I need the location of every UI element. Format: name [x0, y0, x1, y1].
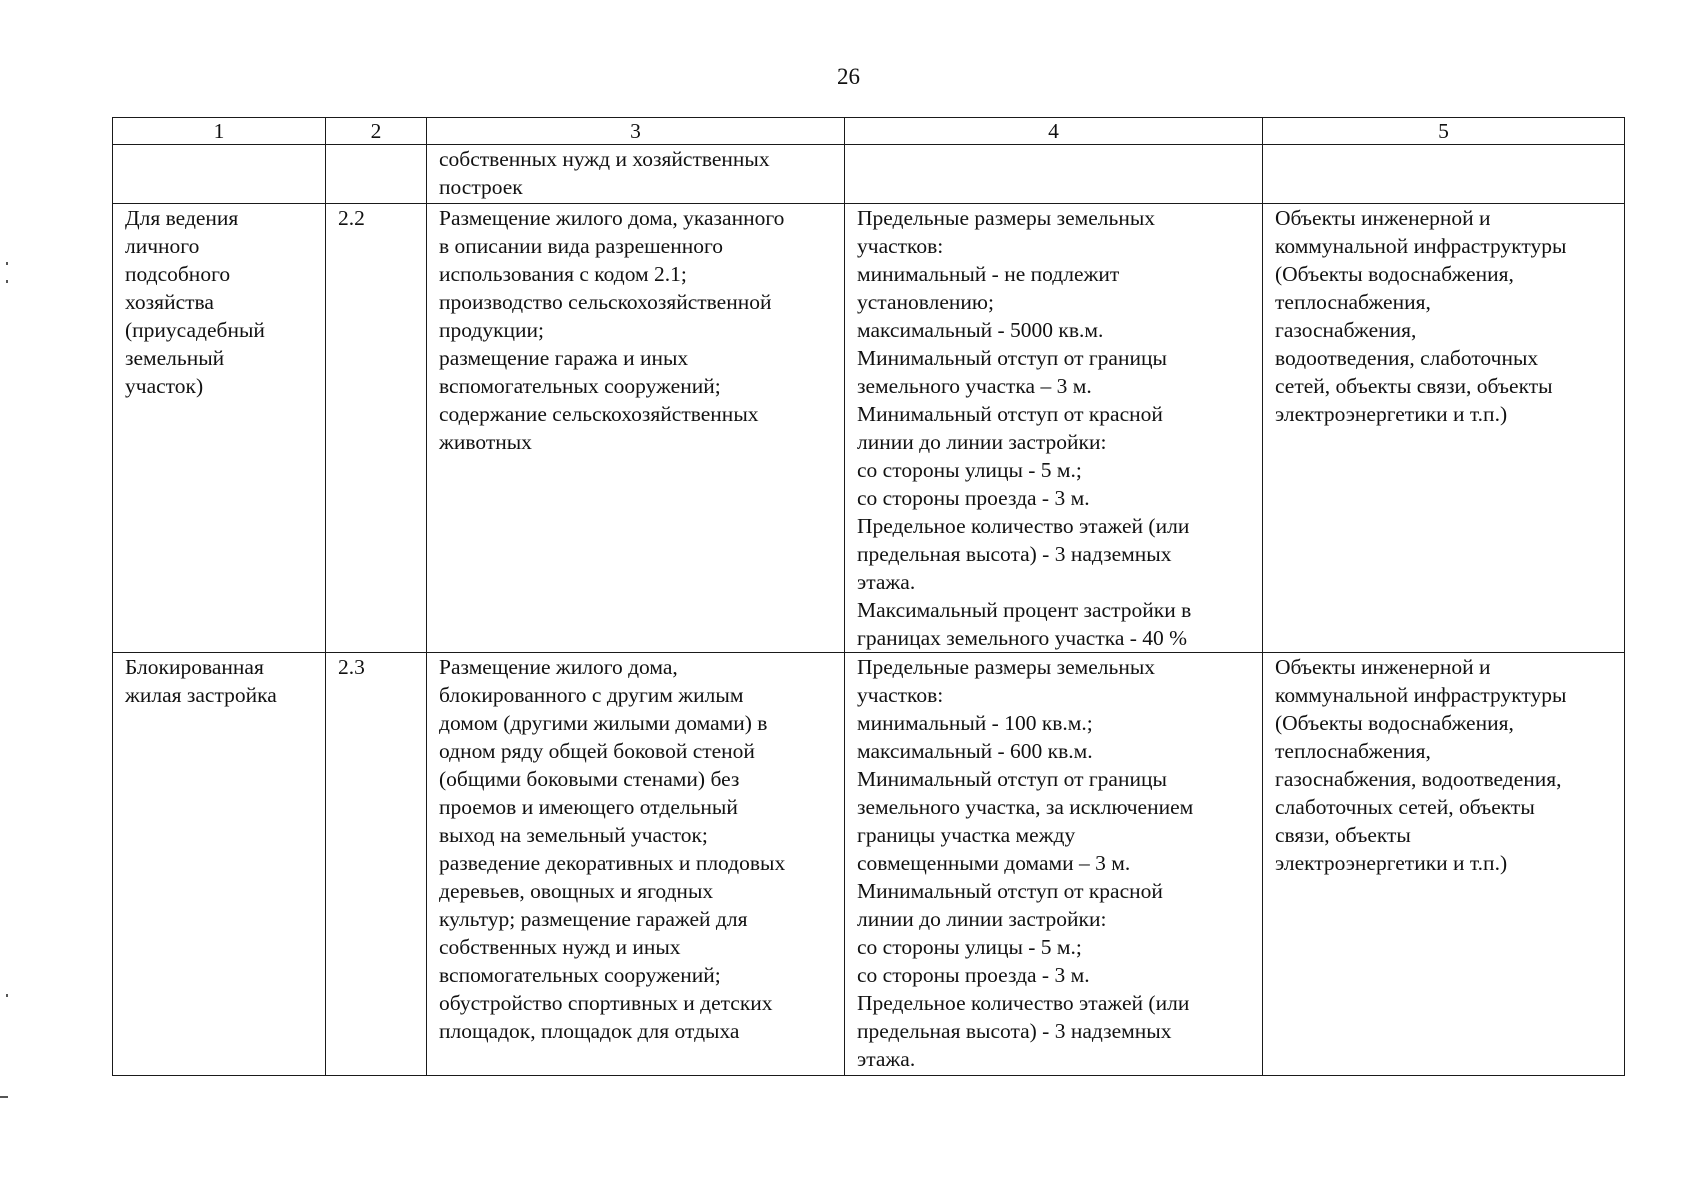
text-line: линии до линии застройки: — [857, 907, 1107, 931]
text-line: теплоснабжения, — [1275, 739, 1431, 763]
text-line: жилая застройка — [125, 683, 277, 707]
column-header: 3 — [427, 118, 845, 145]
text-line: Размещение жилого дома, — [439, 655, 678, 679]
text-line: со стороны улицы - 5 м.; — [857, 458, 1082, 482]
text-line: теплоснабжения, — [1275, 290, 1431, 314]
text-line: максимальный - 5000 кв.м. — [857, 318, 1104, 342]
text-line: собственных нужд и иных — [439, 935, 681, 959]
cell-parameters — [845, 204, 1263, 653]
text-line: Предельные размеры земельных — [857, 206, 1156, 230]
text-line: содержание сельскохозяйственных — [439, 402, 759, 426]
text-line: Объекты инженерной и — [1275, 655, 1491, 679]
column-header: 2 — [326, 118, 427, 145]
column-header: 1 — [113, 118, 326, 145]
cell-parameters — [845, 145, 1263, 204]
text-line: Минимальный отступ от границы — [857, 346, 1167, 370]
text-line: в описании вида разрешенного — [439, 234, 724, 258]
text-line: вспомогательных сооружений; — [439, 963, 721, 987]
text-line: линии до линии застройки: — [857, 430, 1107, 454]
text-line: минимальный - не подлежит — [857, 262, 1120, 286]
text-line: коммунальной инфраструктуры — [1275, 234, 1567, 258]
text-line: вспомогательных сооружений; — [439, 374, 721, 398]
text-line: участков: — [857, 683, 944, 707]
text-line: Размещение жилого дома, указанного — [439, 206, 785, 230]
text-line: деревьев, овощных и ягодных — [439, 879, 714, 903]
text-line: использования с кодом 2.1; — [439, 262, 687, 286]
text-line: этажа. — [857, 1047, 916, 1071]
table-row-2-3 — [113, 653, 1625, 1076]
text-line: земельного участка, за исключением — [857, 795, 1194, 819]
cell-parameters — [845, 653, 1263, 1076]
text-line: разведение декоративных и плодовых — [439, 851, 786, 875]
text-line: хозяйства — [125, 290, 214, 314]
text-line: сетей, объекты связи, объекты — [1275, 374, 1553, 398]
text-line: предельная высота) - 3 надземных — [857, 1019, 1172, 1043]
text-line: границах земельного участка - 40 % — [857, 626, 1188, 650]
text-line: участков: — [857, 234, 944, 258]
table-row-2-2 — [113, 204, 1625, 653]
text-line: (Объекты водоснабжения, — [1275, 711, 1514, 735]
text-line: со стороны проезда - 3 м. — [857, 963, 1090, 987]
cell-description — [427, 204, 845, 653]
text-line: Максимальный процент застройки в — [857, 598, 1192, 622]
text-line: блокированного с другим жилым — [439, 683, 744, 707]
cell-code: 2.3 — [326, 653, 427, 1076]
text-line: со стороны улицы - 5 м.; — [857, 935, 1082, 959]
text-line: Предельное количество этажей (или — [857, 991, 1190, 1015]
column-header: 4 — [845, 118, 1263, 145]
table-row-continuation — [113, 145, 1625, 204]
page-number: 26 — [837, 64, 860, 89]
text-line: участок) — [125, 374, 204, 398]
text-line: коммунальной инфраструктуры — [1275, 683, 1567, 707]
text-line: Предельное количество этажей (или — [857, 514, 1190, 538]
text-line: Блокированная — [125, 655, 264, 679]
text-line: построек — [439, 175, 523, 199]
scan-mark — [6, 280, 8, 283]
cell-infrastructure — [1263, 145, 1625, 204]
cell-description — [427, 653, 845, 1076]
cell-infrastructure — [1263, 653, 1625, 1076]
scan-mark — [0, 1096, 8, 1098]
text-line: продукции; — [439, 318, 545, 342]
text-line: (общими боковыми стенами) без — [439, 767, 740, 791]
text-line: Минимальный отступ от границы — [857, 767, 1167, 791]
text-line: установлению; — [857, 290, 994, 314]
text-line: Предельные размеры земельных — [857, 655, 1156, 679]
text-line: связи, объекты — [1275, 823, 1411, 847]
scan-mark — [6, 994, 8, 997]
cell-code: 2.2 — [326, 204, 427, 653]
text-line: одном ряду общей боковой стеной — [439, 739, 755, 763]
text-line: личного — [125, 234, 200, 258]
column-number-row — [113, 118, 1625, 145]
text-line: максимальный - 600 кв.м. — [857, 739, 1093, 763]
text-line: газоснабжения, водоотведения, — [1275, 767, 1562, 791]
cell-name — [113, 145, 326, 204]
text-line: собственных нужд и хозяйственных — [439, 147, 770, 171]
cell-name — [113, 204, 326, 653]
text-line: (приусадебный — [125, 318, 265, 342]
text-line: минимальный - 100 кв.м.; — [857, 711, 1093, 735]
text-line: подсобного — [125, 262, 231, 286]
text-line: Минимальный отступ от красной — [857, 402, 1163, 426]
text-line: этажа. — [857, 570, 916, 594]
text-line: электроэнергетики и т.п.) — [1275, 402, 1508, 426]
text-line: домом (другими жилыми домами) в — [439, 711, 768, 735]
text-line: земельный — [125, 346, 225, 370]
cell-code — [326, 145, 427, 204]
text-line: размещение гаража и иных — [439, 346, 689, 370]
text-line: (Объекты водоснабжения, — [1275, 262, 1514, 286]
land-use-table — [112, 117, 1625, 1076]
text-line: площадок, площадок для отдыха — [439, 1019, 740, 1043]
cell-infrastructure — [1263, 204, 1625, 653]
scan-mark — [6, 262, 8, 265]
text-line: водоотведения, слаботочных — [1275, 346, 1539, 370]
cell-description — [427, 145, 845, 204]
text-line: производство сельскохозяйственной — [439, 290, 772, 314]
column-header: 5 — [1263, 118, 1625, 145]
cell-name — [113, 653, 326, 1076]
text-line: со стороны проезда - 3 м. — [857, 486, 1090, 510]
text-line: животных — [439, 430, 532, 454]
text-line: Для ведения — [125, 206, 239, 230]
text-line: газоснабжения, — [1275, 318, 1417, 342]
text-line: Объекты инженерной и — [1275, 206, 1491, 230]
text-line: проемов и имеющего отдельный — [439, 795, 738, 819]
text-line: границы участка между — [857, 823, 1076, 847]
text-line: земельного участка – 3 м. — [857, 374, 1092, 398]
text-line: предельная высота) - 3 надземных — [857, 542, 1172, 566]
text-line: совмещенными домами – 3 м. — [857, 851, 1131, 875]
text-line: Минимальный отступ от красной — [857, 879, 1163, 903]
text-line: выход на земельный участок; — [439, 823, 708, 847]
text-line: слаботочных сетей, объекты — [1275, 795, 1535, 819]
text-line: культур; размещение гаражей для — [439, 907, 748, 931]
text-line: обустройство спортивных и детских — [439, 991, 773, 1015]
text-line: электроэнергетики и т.п.) — [1275, 851, 1508, 875]
